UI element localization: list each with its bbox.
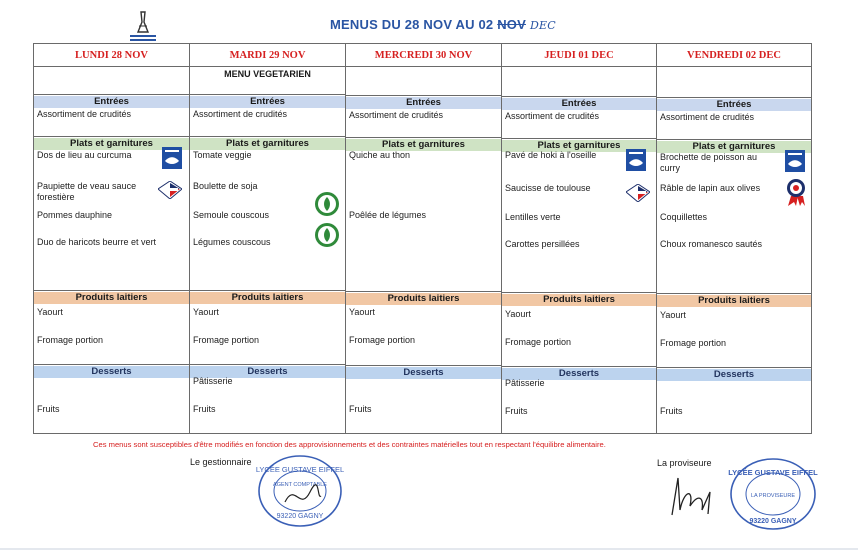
laitier-item: Fromage portion <box>193 335 260 345</box>
agent-comptable-stamp <box>255 452 345 535</box>
laitier-item: Fromage portion <box>505 337 572 347</box>
entree-item: Assortiment de crudités <box>505 111 600 121</box>
section-separator <box>502 138 656 139</box>
plat-item: Coquillettes <box>660 212 708 222</box>
vegetarian-menu-label: MENU VEGETARIEN <box>224 69 311 79</box>
laitier-item: Yaourt <box>505 309 531 319</box>
stamp-right-middle: LA PROVISEURE <box>750 493 796 499</box>
title-handwritten-month: DEC <box>529 19 556 32</box>
plat-item: Semoule couscous <box>193 210 270 220</box>
plat-item: Quiche au thon <box>349 150 411 160</box>
msc-fish-label-icon <box>162 147 182 174</box>
section-separator <box>657 293 811 294</box>
day-header: JEUDI 01 DEC <box>502 44 656 67</box>
section-separator <box>190 364 345 365</box>
day-column-4 <box>657 44 811 433</box>
section-separator <box>657 97 811 98</box>
dessert-item: Fruits <box>660 406 683 416</box>
plat-item: Brochette de poisson au curry <box>660 152 758 173</box>
day-column-2 <box>346 44 502 433</box>
desserts-band: Desserts <box>190 366 345 378</box>
plat-item: Dos de lieu au curcuma <box>37 150 132 160</box>
plats-band: Plats et garnitures <box>34 138 189 150</box>
section-separator <box>657 139 811 140</box>
dessert-item: Fruits <box>193 404 216 414</box>
entree-item: Assortiment de crudités <box>349 110 444 120</box>
section-separator <box>190 136 345 137</box>
day-column-3 <box>502 44 657 433</box>
section-separator <box>190 290 345 291</box>
stamp-left-top: LYCÉE GUSTAVE EIFFEL <box>255 465 345 474</box>
plats-band: Plats et garnitures <box>190 138 345 150</box>
laitier-item: Yaourt <box>660 310 686 320</box>
proviseure-signature <box>664 470 734 525</box>
msc-fish-label-icon <box>626 149 646 176</box>
label-rouge-rosette-icon <box>785 178 807 211</box>
entree-item: Assortiment de crudités <box>193 109 288 119</box>
section-separator <box>346 95 501 96</box>
plats-band: Plats et garnitures <box>657 141 811 153</box>
section-separator <box>190 94 345 95</box>
day-header: MERCREDI 30 NOV <box>346 44 501 67</box>
plat-item: Pommes dauphine <box>37 210 113 220</box>
entrees-band: Entrées <box>502 98 656 110</box>
laitiers-band: Produits laitiers <box>502 294 656 306</box>
desserts-band: Desserts <box>657 369 811 381</box>
plat-item: Lentilles verte <box>505 212 561 222</box>
entrees-band: Entrées <box>657 99 811 111</box>
signature-label-gestionnaire: Le gestionnaire <box>190 457 252 467</box>
plat-item: Carottes persillées <box>505 239 580 249</box>
section-separator <box>346 291 501 292</box>
plats-band: Plats et garnitures <box>346 139 501 151</box>
laitiers-band: Produits laitiers <box>190 292 345 304</box>
plat-item: Légumes couscous <box>193 237 271 247</box>
laitiers-band: Produits laitiers <box>34 292 189 304</box>
day-column-0 <box>34 44 190 433</box>
stamp-right-bottom: 93220 GAGNY <box>749 518 797 525</box>
day-column-1 <box>190 44 346 433</box>
laitiers-band: Produits laitiers <box>657 295 811 307</box>
day-header: LUNDI 28 NOV <box>34 44 189 67</box>
laitier-item: Fromage portion <box>349 335 416 345</box>
dessert-item: Pâtisserie <box>505 378 545 388</box>
section-separator <box>657 367 811 368</box>
plat-item: Saucisse de toulouse <box>505 183 591 193</box>
entrees-band: Entrées <box>346 97 501 109</box>
laitier-item: Yaourt <box>193 307 219 317</box>
laitier-item: Fromage portion <box>660 338 727 348</box>
disclaimer-note: Ces menus sont susceptibles d'être modifiés en fonction des approvisionnements et des contraintes matérielles tout en respectant l'équilibre alimentaire. <box>93 440 606 449</box>
section-separator <box>346 365 501 366</box>
plat-item: Râble de lapin aux olives <box>660 183 761 193</box>
laitiers-band: Produits laitiers <box>346 293 501 305</box>
stamp-left-middle: AGENT COMPTABLE <box>273 482 327 488</box>
section-separator <box>502 96 656 97</box>
dessert-item: Fruits <box>505 406 528 416</box>
entree-item: Assortiment de crudités <box>37 109 132 119</box>
plat-item: Tomate veggie <box>193 150 252 160</box>
dessert-item: Fruits <box>37 404 60 414</box>
entrees-band: Entrées <box>34 96 189 108</box>
section-separator <box>34 290 189 291</box>
plat-item: Duo de haricots beurre et vert <box>37 237 157 247</box>
laitier-item: Fromage portion <box>37 335 104 345</box>
plat-item: Pavé de hoki à l'oseille <box>505 150 597 160</box>
section-separator <box>34 364 189 365</box>
proviseure-stamp <box>727 455 819 538</box>
title-prefix: MENUS DU 28 NOV AU 02 <box>330 17 498 32</box>
msc-fish-label-icon <box>785 150 805 177</box>
menu-title <box>330 17 556 32</box>
plat-item: Paupiette de veau sauce forestière <box>37 181 137 202</box>
title-struck-month: NOV <box>497 17 526 32</box>
entree-item: Assortiment de crudités <box>660 112 755 122</box>
plat-item: Poêlée de légumes <box>349 210 427 220</box>
desserts-band: Desserts <box>346 367 501 379</box>
school-logo <box>126 10 160 44</box>
page-bottom-rule <box>0 548 858 550</box>
agriculture-biologique-icon <box>314 222 340 253</box>
entrees-band: Entrées <box>190 96 345 108</box>
stamp-left-bottom: 93220 GAGNY <box>276 513 324 520</box>
section-separator <box>502 292 656 293</box>
dessert-item: Fruits <box>349 404 372 414</box>
viande-de-france-icon <box>626 184 650 207</box>
day-header: MARDI 29 NOV <box>190 44 345 67</box>
agriculture-biologique-icon <box>314 191 340 222</box>
dessert-item: Pâtisserie <box>193 376 233 386</box>
section-separator <box>34 136 189 137</box>
plat-item: Boulette de soja <box>193 181 258 191</box>
section-separator <box>502 366 656 367</box>
signature-label-proviseure: La proviseure <box>657 458 712 468</box>
viande-de-france-icon <box>158 181 182 204</box>
plats-band: Plats et garnitures <box>502 140 656 152</box>
section-separator <box>346 137 501 138</box>
day-header: VENDREDI 02 DEC <box>657 44 811 67</box>
weekly-menu-table <box>33 43 812 434</box>
stamp-right-top: LYCÉE GUSTAVE EIFFEL <box>728 468 818 477</box>
section-separator <box>34 94 189 95</box>
desserts-band: Desserts <box>502 368 656 380</box>
desserts-band: Desserts <box>34 366 189 378</box>
laitier-item: Yaourt <box>349 307 375 317</box>
laitier-item: Yaourt <box>37 307 63 317</box>
plat-item: Choux romanesco sautés <box>660 239 763 249</box>
